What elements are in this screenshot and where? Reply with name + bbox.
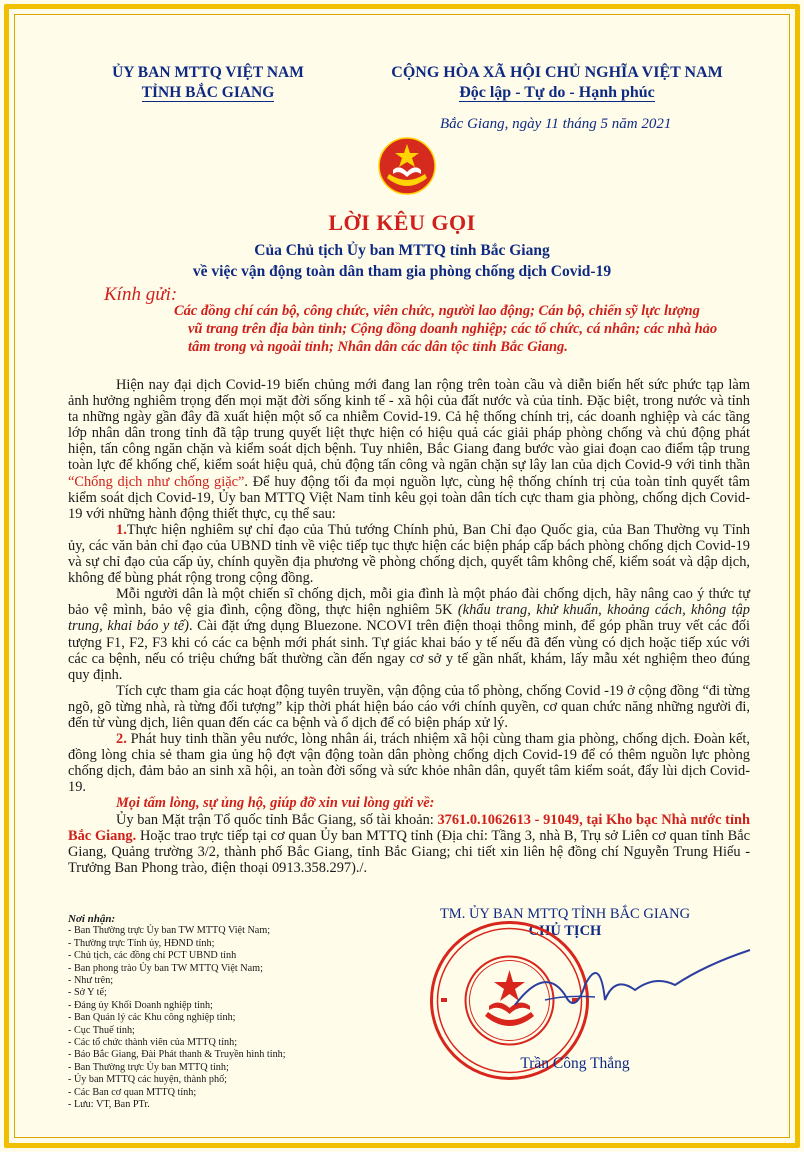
slogan-quote: “Chống dịch như chống giặc” <box>68 473 245 490</box>
document-title: LỜI KÊU GỌI <box>328 210 476 235</box>
recipient-item: - Ủy ban MTTQ các huyện, thành phố; <box>68 1074 227 1086</box>
recipients-list <box>68 913 368 1112</box>
header-right-line2: Độc lập - Tự do - Hạnh phúc <box>459 84 655 101</box>
recipient-item: - Ban Quản lý các Khu công nghiệp tỉnh; <box>68 1012 236 1024</box>
paragraph-item-2 <box>68 731 750 795</box>
item-number: 1. <box>116 521 127 538</box>
bank-account: 3761.0.1062613 - 91049, tại Kho bạc Nhà nước tỉnh Bắc Giang. <box>68 811 750 844</box>
paragraph-donation-text-end: Hoặc trao trực tiếp tại cơ quan Ủy ban MTTQ tỉnh (Địa chỉ: Tầng 3, nhà B, Trụ sở Liên cơ quan tỉnh Bắc Giang, Quảng trường 3/2, thành phố Bắc Giang, tỉnh Bắc Giang; chi tiết xin liên hệ đồng chí Nguyễn Trung Hiếu - Trưởng Ban Phong trào, điện thoại 0913.358.297)./. <box>68 827 750 876</box>
paragraph-intro-text-end: . Để huy động tối đa mọi nguồn lực, cùng hệ thống chính trị của toàn tỉnh quyết tâm kiểm soát dịch Covid-19, Ủy ban MTTQ Việt Nam tỉnh kêu gọi toàn dân tích cực tham gia phòng, chống dịch Covid-19 với những hành động thiết thực, cụ thể sau: <box>68 473 750 522</box>
document-body <box>68 377 750 876</box>
donation-heading: Mọi tấm lòng, sự ủng hộ, giúp đỡ xin vui lòng gửi về: <box>116 795 435 812</box>
recipient-item: - Ban Thường trực Ủy ban MTTQ tỉnh; <box>68 1061 229 1073</box>
recipient-item: - Các Ban cơ quan MTTQ tỉnh; <box>68 1086 197 1098</box>
handwritten-signature-icon <box>505 945 755 1025</box>
paragraph-donation <box>68 812 750 876</box>
paragraph-intro-text: Hiện nay đại dịch Covid-19 biến chủng mới đang lan rộng trên toàn cầu và diễn biến hết sức phức tạp làm ảnh hưởng nghiêm trọng đến mọi mặt đời sống kinh tế - xã hội của đất nước và của tỉnh. Đặc biệt, trong nước và tỉnh ta những ngày gần đây đã xuất hiện một số ca nhiễm Covid-19. Cả hệ thống chính trị, các doanh nghiệp và các tầng lớp nhân dân trong tỉnh đã tập trung quyết liệt thực hiện có hiệu quả các giải pháp phòng chống và chủ động phát hiện, tấn công ngăn chặn và kiểm soát dịch bệnh. Tuy nhiên, Bắc Giang đang bước vào giai đoạn cao điểm tập trung toàn lực để khống chế, kiểm soát hiệu quả, chủ động tấn công và ngăn chặn sự lây lan của dịch Covid-9 với tinh thần <box>68 377 750 474</box>
addressee-line: vũ trang trên địa bàn tỉnh; Cộng đồng doanh nghiệp; các tổ chức, cá nhân; các nhà hảo <box>188 321 718 337</box>
paragraph-intro <box>68 377 750 522</box>
recipient-item: - Thường trực Tỉnh ủy, HĐND tỉnh; <box>68 937 215 949</box>
paragraph-propaganda-text: Tích cực tham gia các hoạt động tuyên truyền, vận động của tổ phòng, chống Covid -19 ở cộng đồng “đi từng ngõ, gõ từng nhà, rà từng đối tượng” kịp thời phát hiện báo cáo với chính quyền, cơ quan chức năng những người đi, đến từ vùng dịch, liên quan đến các ca bệnh và ổ dịch để có biện pháp xử lý. <box>68 682 750 731</box>
header-left <box>88 63 328 103</box>
recipient-item: - Chủ tịch, các đồng chí PCT UBND tỉnh <box>68 950 237 962</box>
header-left-line1: ỦY BAN MTTQ VIỆT NAM <box>112 64 304 81</box>
recipient-item: - Đảng ủy Khối Doanh nghiệp tỉnh; <box>68 999 213 1011</box>
paragraph-item-2-text: Phát huy tinh thần yêu nước, lòng nhân ái, trách nhiệm xã hội cùng tham gia phòng, chống dịch. Đoàn kết, đồng lòng chia sẻ tham gia ủng hộ đợt vận động toàn dân phòng chống dịch Covid-19 để có thêm nguồn lực phòng chống dịch, đảm bảo an sinh xã hội, an toàn đời sống và sức khỏe nhân dân, quyết tâm kiểm soát, đẩy lùi dịch Covid-19. <box>68 731 750 796</box>
paragraph-item-1-text: Thực hiện nghiêm sự chỉ đạo của Thủ tướng Chính phủ, Ban Chỉ đạo Quốc gia, của Ban Thường vụ Tỉnh ủy, các văn bản chỉ đạo của UBND tỉnh về việc tiếp tục thực hiện các biện pháp cấp bách phòng chống dịch Covid-19 và sự chỉ đạo của cấp ủy, chính quyền địa phương về phòng chống dịch, quyết tâm không chế, kiểm soát và dập dịch, không để bùng phát rộng trong cộng đồng. <box>68 521 750 587</box>
recipients-heading: Nơi nhận: <box>68 913 116 925</box>
paragraph-donation-heading <box>68 795 750 811</box>
paragraph-5k <box>68 586 750 683</box>
subtitle-line2: về việc vận động toàn dân tham gia phòng chống dịch Covid-19 <box>192 263 612 280</box>
recipient-item: - Các tổ chức thành viên của MTTQ tỉnh; <box>68 1037 238 1049</box>
header-left-line2-wrap <box>88 83 328 103</box>
paragraph-item-1 <box>68 522 750 586</box>
recipient-item: - Như trên; <box>68 975 114 987</box>
recipient-item: - Cục Thuế tỉnh; <box>68 1024 135 1036</box>
addressee-list <box>174 302 774 356</box>
addressee-line: tâm trong và ngoài tỉnh; Nhân dân các dân tộc tỉnh Bắc Giang. <box>188 339 568 355</box>
paragraph-propaganda <box>68 683 750 731</box>
header-right-line1: CỘNG HÒA XÃ HỘI CHỦ NGHĨA VIỆT NAM <box>391 64 723 81</box>
document-date: Bắc Giang, ngày 11 tháng 5 năm 2021 <box>440 116 672 132</box>
recipient-item: - Sở Y tế; <box>68 987 107 999</box>
signature-position: CHỦ TỊCH <box>528 923 602 939</box>
mttq-emblem-icon <box>377 136 437 196</box>
subtitle-line1: Của Chủ tịch Ủy ban MTTQ tỉnh Bắc Giang <box>254 242 550 259</box>
recipient-item: - Lưu: VT, Ban PTr. <box>68 1099 150 1111</box>
paragraph-donation-text: Ủy ban Mặt trận Tổ quốc tỉnh Bắc Giang, số tài khoản: <box>116 811 438 828</box>
kinh-gui-label: Kính gửi: <box>104 284 178 305</box>
item-number: 2. <box>116 731 127 748</box>
header-right-line2-wrap <box>372 83 742 103</box>
paragraph-5k-text: Mỗi người dân là một chiến sĩ chống dịch, mỗi gia đình là một pháo đài chống dịch, hãy nâng cao ý thức tự bảo vệ mình, bảo vệ gia đình, cộng đồng, thực hiện nghiêm 5K <box>68 586 750 619</box>
signature-org: TM. ỦY BAN MTTQ TỈNH BẮC GIANG <box>439 906 691 922</box>
paragraph-5k-italic: (khẩu trang, khử khuẩn, khoảng cách, không tập trung, khai báo y tế) <box>68 602 750 635</box>
signer-name: Trần Công Thắng <box>520 1055 630 1072</box>
addressee-line: Các đồng chí cán bộ, công chức, viên chức, người lao động; Cán bộ, chiến sỹ lực lượng <box>174 303 700 319</box>
paragraph-5k-text-end: . Cài đặt ứng dụng Bluezone. NCOVI trên điện thoại thông minh, để góp phần truy vết các đối tượng F1, F2, F3 khi có các ca bệnh mới phát sinh. Tự giác khai báo y tế nếu đã đến vùng có dịch hoặc tiếp xúc với các ca bệnh, nếu có triệu chứng bất thường cần đến ngay cơ sở y tế gần nhất, khám, lấy mẫu xét nghiệm theo đúng quy định. <box>68 618 750 683</box>
header-left-line2: TỈNH BẮC GIANG <box>141 84 275 101</box>
recipient-item: - Ban Thường trực Ủy ban TW MTTQ Việt Nam; <box>68 925 271 937</box>
recipient-item: - Báo Bắc Giang, Đài Phát thanh & Truyền hình tỉnh; <box>68 1049 286 1061</box>
header-right <box>372 63 742 103</box>
recipient-item: - Ban phong trào Ủy ban TW MTTQ Việt Nam; <box>68 962 263 974</box>
